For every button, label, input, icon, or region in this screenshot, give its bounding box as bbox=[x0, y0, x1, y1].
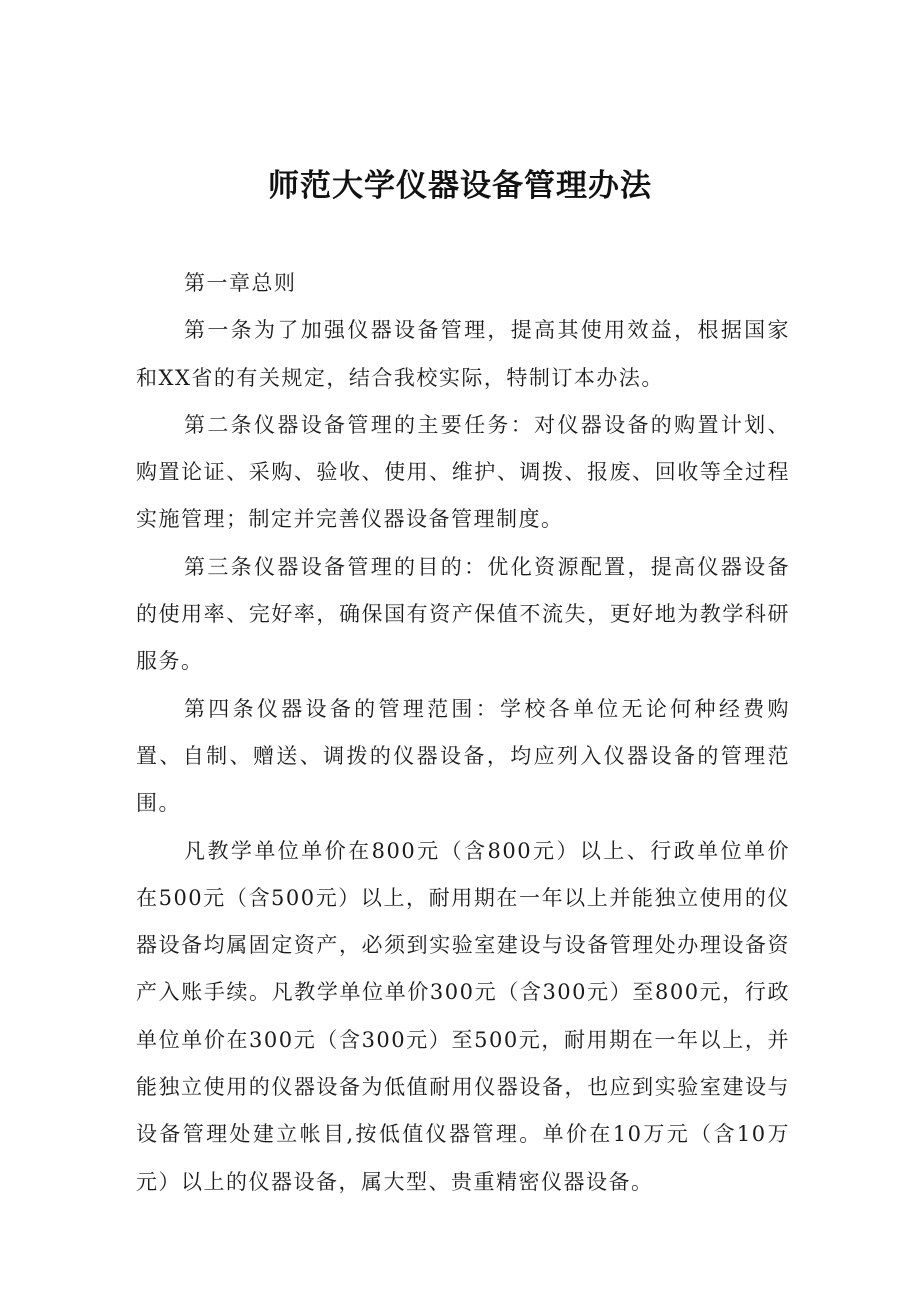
article-4: 第四条仪器设备的管理范围：学校各单位无论何种经费购置、自制、赠送、调拨的仪器设备，均应列入仪器设备的管理范围。 bbox=[136, 696, 790, 816]
document-body bbox=[136, 260, 790, 1206]
article-4-detail: 凡教学单位单价在800元（含800元）以上、行政单位单价在500元（含500元）以上，耐用期在一年以上并能独立使用的仪器设备均属固定资产，必须到实验室建设与设备管理处办理设备资产入账手续。凡教学单位单价300元（含300元）至800元，行政单位单价在300元（含300元）至500元，耐用期在一年以上，并能独立使用的仪器设备为低值耐用仪器设备，也应到实验室建设与设备管理处建立帐目,按低值仪器管理。单价在10万元（含10万元）以上的仪器设备，属大型、贵重精密仪器设备。 bbox=[136, 838, 790, 1194]
document-title: 师范大学仪器设备管理办法 bbox=[268, 168, 652, 204]
article-1: 第一条为了加强仪器设备管理，提高其使用效益，根据国家和XX省的有关规定，结合我校实际，特制订本办法。 bbox=[136, 318, 790, 390]
chapter-heading: 第一章总则 bbox=[184, 271, 297, 295]
article-3: 第三条仪器设备管理的目的：优化资源配置，提高仪器设备的使用率、完好率，确保国有资产保值不流失，更好地为教学科研服务。 bbox=[136, 554, 790, 674]
article-2: 第二条仪器设备管理的主要任务：对仪器设备的购置计划、购置论证、采购、验收、使用、维护、调拨、报废、回收等全过程实施管理；制定并完善仪器设备管理制度。 bbox=[136, 412, 790, 532]
